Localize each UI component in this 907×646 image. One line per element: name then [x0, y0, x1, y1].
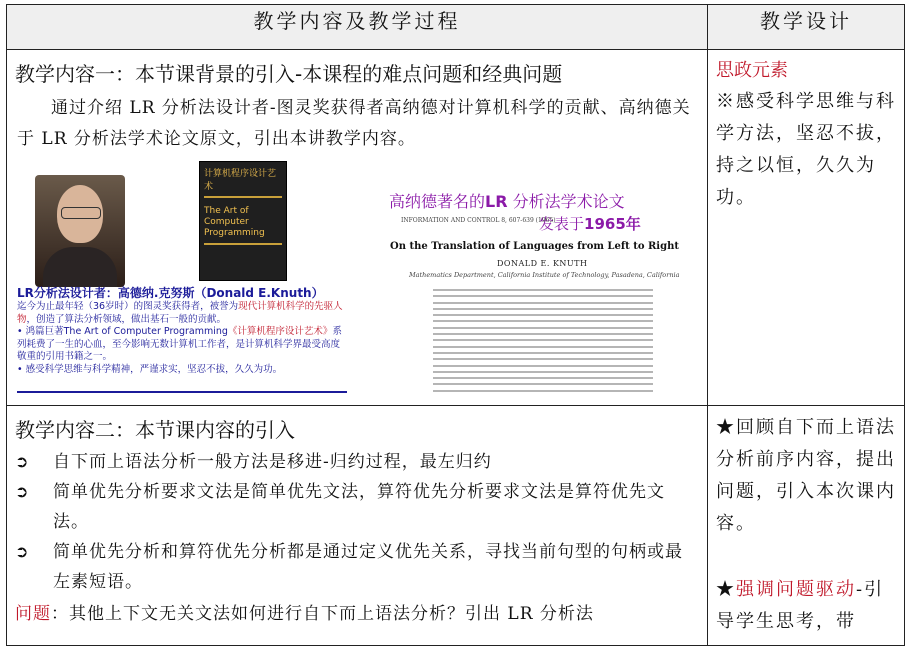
paper-reference: INFORMATION AND CONTROL 8, 607-639 (1965) [401, 217, 556, 224]
list-item [15, 477, 697, 537]
caption-bullet2-c: 系列耗费了一生的心血，至今影响无数计算机工作者，是计算机科学界最受高度敬重的引用书籍之一。 [17, 326, 342, 362]
caption-bullet2-b: 《计算机程序设计艺术》 [227, 326, 333, 337]
paper-title-c: 分析法学术论文 [507, 192, 625, 211]
section2-title: 教学内容二：本节课内容的引入 [15, 418, 295, 442]
paper-title-label [389, 189, 625, 212]
section2-design-cell [708, 406, 905, 646]
section1-figure [7, 161, 707, 393]
section1-paragraph: 通过介绍 LR 分析法设计者-图灵奖获得者高纳德对计算机科学的贡献、高纳德关于 LR 分析法学术论文原文，引出本讲教学内容。 [17, 98, 691, 149]
question-label: 问题 [15, 604, 51, 624]
section2-content-cell [7, 406, 708, 646]
list-item-text: 简单优先分析和算符优先分析都是通过定义优先关系，寻找当前句型的句柄或最左素短语。 [53, 542, 683, 592]
right-arrow-circle-icon: ➲ [15, 482, 30, 501]
question-text: ：其他上下文无关文法如何进行自下而上语法分析？引出 LR 分析法 [51, 604, 594, 624]
header-teaching-design: 教学设计 [708, 5, 905, 50]
book-cover-subtitle: The Art of Computer Programming [204, 206, 265, 238]
design-text-problem-driven [716, 574, 896, 638]
paper-title-a: 高纳德著名的 [389, 192, 486, 211]
paper-year-b: 1965年 [584, 215, 641, 233]
design-text2: -引导学生思考，带 [716, 579, 885, 632]
list-item [15, 537, 697, 597]
paper-year-a: 发表于 [539, 215, 585, 233]
design-text-review: ★回顾自下而上语法分析前序内容，提出问题，引入本次课内容。 [716, 417, 896, 534]
list-item-text: 简单优先分析要求文法是简单优先文法，算符优先分析要求文法是算符优先文法。 [53, 482, 665, 532]
caption-line1-a: 迄今为止最年轻（36岁时）的图灵奖获得者，被誉为 [17, 301, 239, 312]
section1-content-cell [7, 50, 708, 406]
list-item-text: 自下而上语法分析一般方法是移进-归约过程，最左归约 [53, 452, 492, 472]
star-icon: ★ [716, 579, 736, 600]
paper-heading: On the Translation of Languages from Left to Right [390, 241, 679, 252]
paper-affiliation: Mathematics Department, California Institute of Technology, Pasadena, California [409, 271, 680, 279]
knuth-caption [17, 285, 347, 376]
section2-question [15, 599, 697, 629]
section1-design-cell [708, 50, 905, 406]
caption-bullet2-a: • 鸿篇巨著The Art of Computer Programming [17, 326, 228, 337]
list-item [15, 447, 697, 477]
caption-underline [17, 391, 347, 393]
design-text-ideology: ※感受科学思维与科学方法，坚忍不拔，持之以恒，久久为功。 [716, 91, 896, 208]
paper-body-text-image [433, 289, 653, 396]
caption-name: LR分析法设计者：高德纳.克努斯（Donald E.Knuth） [17, 286, 324, 300]
design-emph: 强调问题驱动 [736, 579, 856, 600]
right-arrow-circle-icon: ➲ [15, 542, 30, 561]
book-cover-title: 计算机程序设计艺术 [204, 169, 277, 192]
book-cover-image [199, 161, 287, 281]
design-heading-ideology: 思政元素 [716, 60, 788, 81]
caption-line1-b: 现代计算机科学的先驱人物 [17, 301, 343, 325]
right-arrow-circle-icon: ➲ [15, 452, 30, 471]
header-teaching-content: 教学内容及教学过程 [7, 5, 708, 50]
caption-line1-c: ，创造了算法分析领域，做出基石一般的贡献。 [26, 313, 227, 325]
section2-bullet-list [15, 447, 697, 597]
caption-bullet3: • 感受科学思维与科学精神，严谨求实，坚忍不拔，久久为功。 [17, 363, 283, 375]
lesson-plan-table [6, 4, 905, 646]
paper-author: DONALD E. KNUTH [497, 259, 588, 268]
knuth-portrait-image [35, 175, 125, 287]
paper-title-b: LR [485, 192, 508, 211]
section1-title: 教学内容一：本节课背景的引入-本课程的难点问题和经典问题 [15, 62, 563, 86]
